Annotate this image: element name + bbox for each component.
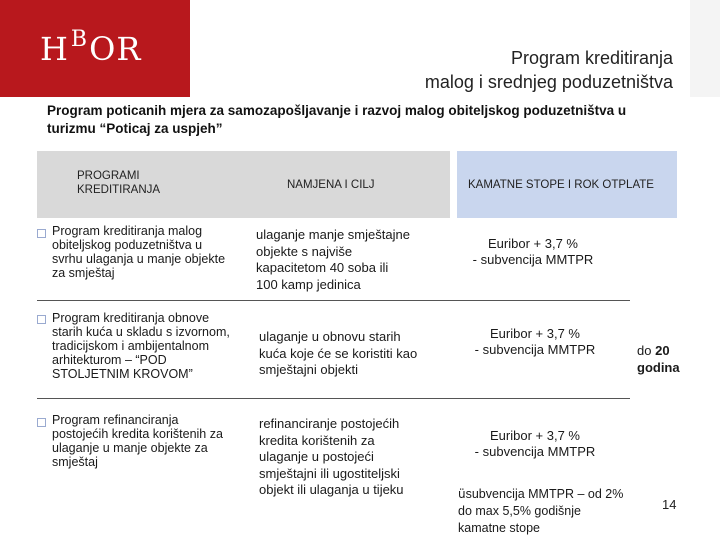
program-1	[52, 224, 225, 280]
program-1-line: svrhu ulaganja u manje objekte	[52, 252, 226, 266]
rate-2	[460, 326, 610, 358]
rate-3-line: - subvencija MMTPR	[474, 444, 596, 459]
program-2-line: tradicijskom i ambijentalnom	[52, 339, 210, 353]
bullet-icon	[37, 418, 46, 427]
purpose-1-line: kapacitetom 40 soba ili	[256, 260, 389, 275]
check-icon: ü	[458, 487, 466, 501]
rate-2-line: Euribor + 3,7 %	[490, 326, 580, 341]
purpose-3	[259, 416, 404, 499]
program-2-line: STOLJETNIM KROVOM”	[52, 367, 193, 381]
purpose-1	[256, 227, 410, 293]
term-years: 20	[655, 343, 670, 358]
header-rates-label: KAMATNE STOPE I ROK OTPLATE	[468, 179, 654, 191]
header-purpose-label: NAMJENA I CILJ	[287, 179, 375, 191]
purpose-3-line: refinanciranje postojećih	[259, 416, 400, 431]
rate-3	[460, 428, 610, 460]
program-3-line: Program refinanciranja	[52, 413, 179, 427]
program-2-line: starih kuća u skladu s izvornom,	[52, 325, 230, 339]
program-3-line: ulaganje u manje objekte za	[52, 441, 208, 455]
row-divider	[37, 398, 630, 399]
header-programs	[37, 151, 252, 218]
term-prefix: do	[637, 343, 652, 358]
header-programs-line-1: PROGRAMI	[77, 170, 140, 182]
bullet-icon	[37, 229, 46, 238]
brand-block	[0, 0, 190, 97]
program-3-line: smještaj	[52, 455, 98, 469]
title-line-1: Program kreditiranja	[510, 48, 673, 68]
program-2-line: Program kreditiranja obnove	[52, 311, 210, 325]
page-title	[425, 46, 673, 94]
program-2-line: arhitekturom – “POD	[52, 353, 167, 367]
program-3	[52, 413, 223, 469]
title-line-2: malog i srednjeg poduzetništva	[424, 72, 673, 92]
program-1-line: obiteljskog poduzetništva u	[52, 238, 203, 252]
hbor-logo: $H^BOR$	[40, 27, 142, 68]
bullet-icon	[37, 315, 46, 324]
program-1-line: za smještaj	[52, 266, 115, 280]
header-programs-line-2: KREDITIRANJA	[77, 184, 161, 196]
rate-1	[458, 236, 608, 268]
top-right-strip	[690, 0, 720, 97]
row-divider	[37, 300, 630, 301]
note-line-1: subvencija MMTPR – od 2%	[465, 487, 624, 501]
purpose-2-line: ulaganje u obnovu starih	[259, 329, 401, 344]
purpose-3-line: objekt ili ulaganja u tijeku	[259, 482, 404, 497]
purpose-1-line: 100 kamp jedinica	[256, 276, 361, 292]
purpose-1-line: ulaganje manje smještajne	[256, 227, 410, 242]
purpose-3-line: ulaganje u postojeći	[259, 449, 374, 464]
subtitle-line-2: turizmu “Poticaj za uspjeh”	[47, 121, 223, 136]
purpose-2-line: kuća koje će se koristiti kao	[259, 345, 418, 361]
rate-1-line: - subvencija MMTPR	[472, 252, 594, 267]
subsidy-note	[458, 486, 658, 537]
program-1-line: Program kreditiranja malog	[52, 224, 203, 238]
program-3-line: postojećih kredita korištenih za	[52, 427, 223, 441]
rate-3-line: Euribor + 3,7 %	[490, 428, 580, 443]
purpose-3-line: smještajni ili ugostiteljski	[259, 465, 400, 481]
repayment-term	[637, 342, 680, 376]
page-number: 14	[662, 497, 677, 512]
purpose-2-line: smještajni objekti	[259, 362, 358, 377]
subtitle-line-1: Program poticanih mjera za samozapošljavanje i razvoj malog obiteljskog poduzetništva u	[47, 103, 627, 118]
purpose-3-line: kredita korištenih za	[259, 432, 375, 448]
header-rates	[457, 151, 677, 218]
header-purpose	[252, 151, 450, 218]
purpose-1-line: objekte s najviše	[256, 243, 353, 259]
note-line-2: do max 5,5% godišnje	[458, 504, 581, 518]
purpose-2	[259, 329, 417, 379]
rate-2-line: - subvencija MMTPR	[474, 342, 596, 357]
rate-1-line: Euribor + 3,7 %	[488, 236, 578, 251]
term-unit: godina	[637, 360, 680, 375]
note-line-3: kamatne stope	[458, 521, 540, 535]
subtitle	[47, 102, 677, 138]
program-2	[52, 311, 230, 381]
